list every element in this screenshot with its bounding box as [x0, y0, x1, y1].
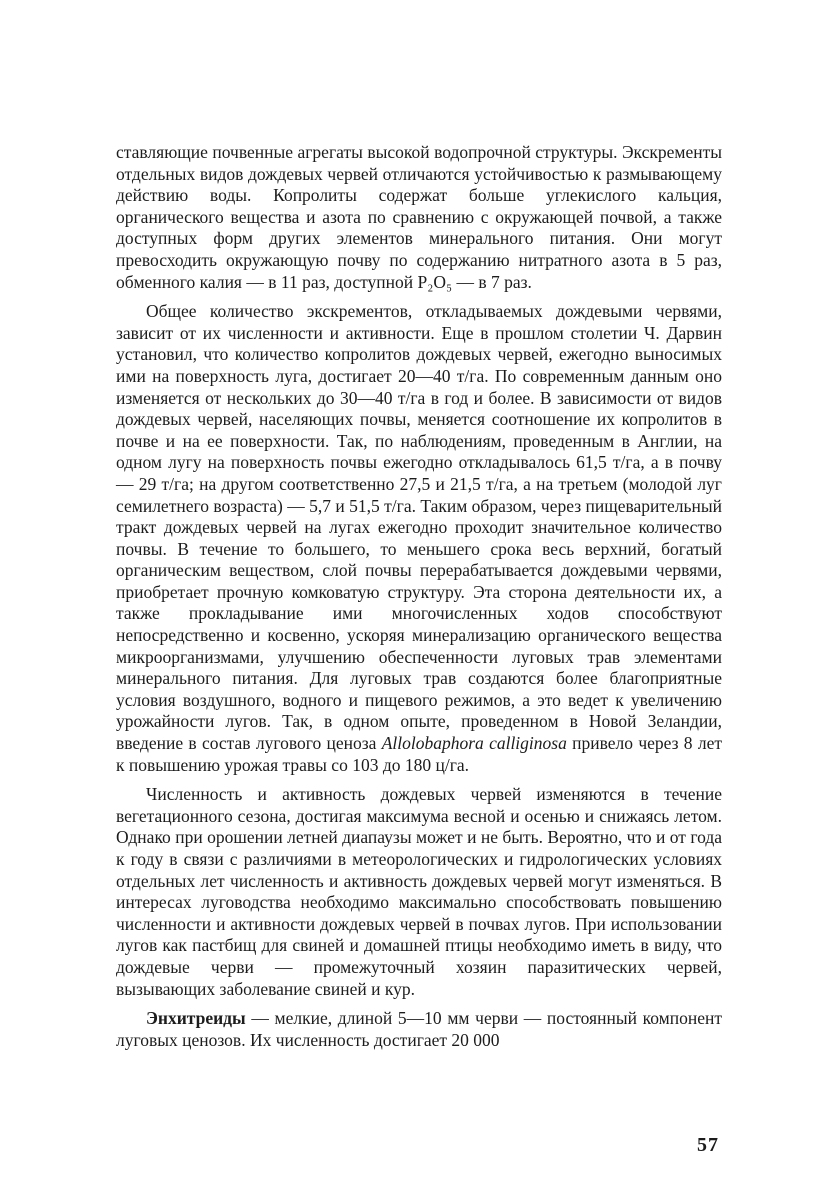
species-latin-name: Allolobaphora calliginosa	[381, 733, 567, 754]
paragraph-continuation: ставляющие почвенные агрегаты высокой водопрочной структуры. Экскременты отдельных видов дождевых червей отличаются устойчивостью к размывающему действию воды. Копролиты содержат больше углекислого кальция, органического вещества и азота по сравнению с окружающей почвой, а также доступных форм других элементов минерального питания. Они могут превосходить окружающую почву по содержанию нитратного азота в 5 раз, обменного калия — в 11 раз, доступной P₂O₅ — в 7 раз.	[116, 142, 722, 292]
paragraph-text-before-species: Общее количество экскрементов, откладываемых дождевыми червями, зависит от их численности и активности. Еще в прошлом столетии Ч. Дарвин установил, что количество копролитов дождевых червей, ежегодно выносимых ими на поверхность луга, достигает 20—40 т/га. По современным данным оно изменяется от нескольких до 30—40 т/га в год и более. В зависимости от видов дождевых червей, населяющих почвы, меняется соотношение их копролитов в почве и на ее поверхности. Так, по наблюдениям, проведенным в Англии, на одном лугу на поверхность почвы ежегодно откладывалось 61,5 т/га, а в почву — 29 т/га; на другом соответственно 27,5 и 21,5 т/га, а на третьем (молодой луг семилетнего возраста) — 5,7 и 51,5 т/га. Таким образом, через пищеварительный тракт дождевых червей на лугах ежегодно проходит значительное количество почвы. В течение то большего, то меньшего срока весь верхний, богатый органическим веществом, слой почвы перерабатывается дождевыми червями, приобретает прочную комковатую структуру. Эта сторона деятельности их, а также прокладывание ими многочисленных ходов способствуют непосредственно и косвенно, ускоряя минерализацию органического вещества микроорганизмами, улучшению обеспеченности луговых трав элементами минерального питания. Для луговых трав создаются более благоприятные условия воздушного, водного и пищевого режимов, а это ведет к увеличению урожайности лугов. Так, в одном опыте, проведенном в Новой Зеландии, введение в состав лугового ценоза	[116, 301, 722, 754]
paragraph-excrement-amount	[116, 301, 722, 776]
page-number: 57	[697, 1134, 719, 1156]
paragraph-enchytraeids	[116, 1008, 722, 1051]
paragraph-enchytraeids-text: — мелкие, длиной 5—10 мм черви — постоянный компонент луговых ценозов. Их численность достигает 20 000	[116, 1008, 722, 1050]
paragraph-text-after-species: привело через 8 лет к повышению урожая травы со 103 до 180 ц/га.	[116, 733, 722, 775]
body-text	[116, 142, 722, 1051]
term-enchytraeids: Энхитреиды	[146, 1008, 246, 1029]
paragraph-seasonal-activity: Численность и активность дождевых червей изменяются в течение вегетационного сезона, достигая максимума весной и осенью и снижаясь летом. Однако при орошении летней диапаузы может и не быть. Вероятно, что и от года к году в связи с различиями в метеорологических и гидрологических условиях отдельных лет численность и активность дождевых червей могут изменяться. В интересах луговодства необходимо максимально способствовать повышению численности и активности дождевых червей в почвах лугов. При использовании лугов как пастбищ для свиней и домашней птицы необходимо иметь в виду, что дождевые черви — промежуточный хозяин паразитических червей, вызывающих заболевание свиней и кур.	[116, 784, 722, 999]
